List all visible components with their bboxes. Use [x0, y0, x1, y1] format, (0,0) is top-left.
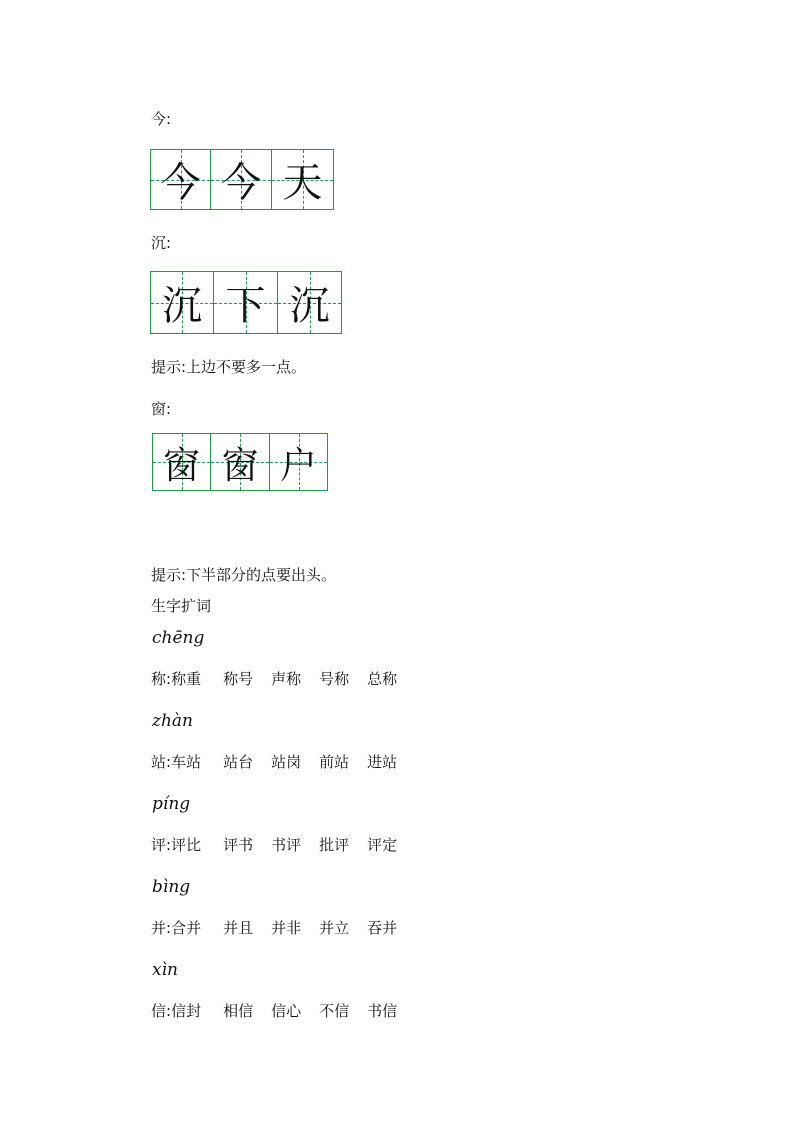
grid-char: 今 — [221, 160, 261, 206]
word-head: 信: — [151, 1002, 172, 1020]
grid-char: 户 — [280, 444, 317, 487]
word-item: 前站 — [319, 753, 350, 771]
grid-char: 沉 — [162, 283, 202, 329]
grid-cell — [211, 149, 272, 210]
char-label-jin: 今: — [151, 110, 172, 128]
grid-cell — [270, 433, 328, 491]
grid-cell — [214, 271, 278, 334]
word-item: 并立 — [319, 919, 350, 937]
pinyin-zhan: zhàn — [152, 711, 193, 731]
word-item: 并非 — [271, 919, 302, 937]
word-list-cheng — [151, 670, 397, 688]
grid-char: 窗 — [221, 444, 259, 487]
word-item: 评比 — [171, 836, 202, 854]
word-item: 合并 — [171, 919, 202, 937]
char-label-chuang: 窗: — [151, 400, 172, 418]
word-head: 站: — [151, 753, 172, 771]
char-label-chen: 沉: — [151, 234, 172, 252]
grid-char: 下 — [225, 283, 266, 329]
grid-cell — [278, 271, 342, 334]
word-item: 号称 — [319, 670, 350, 688]
word-head: 评: — [151, 836, 172, 854]
grid-char: 天 — [282, 160, 323, 206]
word-item: 称号 — [223, 670, 254, 688]
word-item: 不信 — [319, 1002, 350, 1020]
grid-char: 今 — [160, 160, 201, 206]
grid-cell — [272, 149, 334, 210]
word-item: 车站 — [171, 753, 202, 771]
word-head: 并: — [151, 919, 172, 937]
pinyin-bing: bìng — [152, 877, 191, 897]
grid-char: 沉 — [289, 283, 330, 329]
grid-cell — [152, 433, 211, 491]
grid-cell — [211, 433, 270, 491]
word-item: 相信 — [223, 1002, 254, 1020]
writing-grid-jin — [150, 149, 334, 210]
word-list-zhan — [151, 753, 397, 771]
pinyin-ping: píng — [152, 794, 191, 814]
word-head: 称: — [151, 670, 172, 688]
grid-char: 窗 — [163, 444, 200, 487]
word-item: 总称 — [367, 670, 398, 688]
word-item: 评书 — [223, 836, 254, 854]
hint-chen: 提示:上边不要多一点。 — [151, 358, 307, 376]
grid-cell — [150, 149, 211, 210]
word-item: 批评 — [319, 836, 350, 854]
word-item: 信心 — [271, 1002, 302, 1020]
word-item: 吞并 — [367, 919, 398, 937]
word-item: 进站 — [367, 753, 398, 771]
expand-title: 生字扩词 — [151, 597, 212, 615]
word-item: 书信 — [367, 1002, 398, 1020]
grid-cell — [150, 271, 214, 334]
word-list-xin — [151, 1002, 397, 1020]
word-item: 书评 — [271, 836, 302, 854]
writing-grid-chuang — [152, 433, 328, 491]
pinyin-cheng: chēng — [152, 628, 205, 648]
hint-chuang: 提示:下半部分的点要出头。 — [151, 566, 337, 584]
word-item: 并且 — [223, 919, 254, 937]
word-list-bing — [151, 919, 397, 937]
word-list-ping — [151, 836, 397, 854]
word-item: 称重 — [171, 670, 202, 688]
word-item: 站台 — [223, 753, 254, 771]
word-item: 站岗 — [271, 753, 302, 771]
pinyin-xin: xìn — [152, 960, 178, 980]
word-item: 声称 — [271, 670, 302, 688]
writing-grid-chen — [150, 271, 342, 334]
word-item: 信封 — [171, 1002, 202, 1020]
word-item: 评定 — [367, 836, 398, 854]
